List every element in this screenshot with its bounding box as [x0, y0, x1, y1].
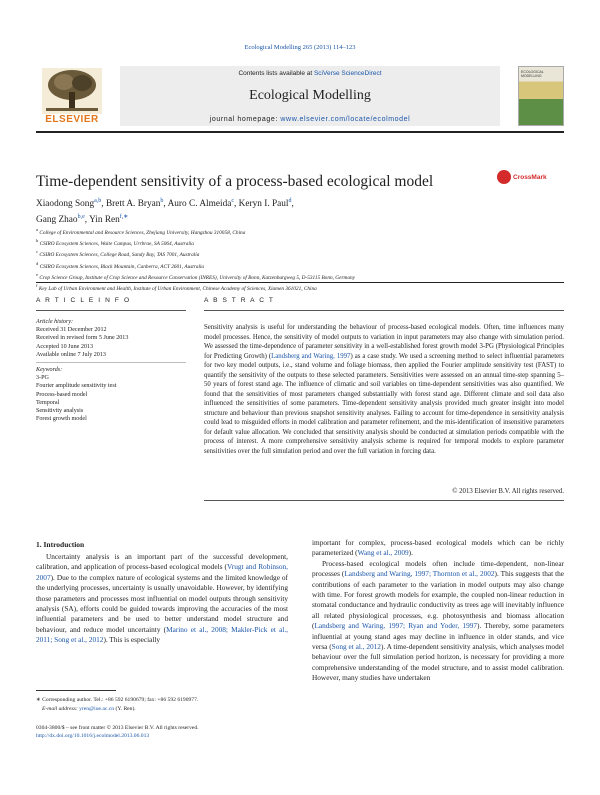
affiliation-text: Key Lab of Urban Environment and Health, Institute of Urban Environment, Chinese Academy of Sciences, Xiamen 361021, China	[38, 285, 317, 292]
history-item: Accepted 10 June 2013	[36, 343, 94, 350]
sciencedirect-link[interactable]: SciVerse ScienceDirect	[313, 70, 382, 77]
issn-line: 0304-3800/$ – see front matter © 2013 Elsevier B.V. All rights reserved.	[36, 725, 199, 731]
keyword: Forest growth model	[36, 416, 87, 423]
body-text: important for complex, process-based ecological models which can be richly parameterized (	[312, 538, 564, 558]
history-item: Received 31 December 2012	[36, 327, 107, 334]
journal-banner	[120, 66, 500, 126]
contents-prefix: Contents lists available at	[238, 70, 314, 77]
author-affil-marker[interactable]: b	[160, 198, 164, 204]
article-info-rule	[36, 310, 186, 311]
affiliation-marker: d	[36, 260, 39, 266]
doi-link[interactable]: http://dx.doi.org/10.1016/j.ecolmodel.2013.06.013	[36, 733, 150, 739]
crossmark-icon	[497, 170, 511, 184]
body-text: ). A time-dependent sensitivity analysis, which analyses model behaviour over the full simulation period horizon, is necessary for providing a more comprehensive understanding of the model structure, and to assist model calibration. However, many studies have undertaken	[312, 642, 564, 683]
citation-link[interactable]: Landsberg and Waring, 1997; Ryan and Yoder, 1997	[314, 621, 478, 631]
affiliation-marker: e	[36, 271, 38, 277]
keyword: Sensitivity analysis	[36, 408, 84, 415]
journal-header	[36, 66, 564, 128]
abstract-text: Sensitivity analysis is useful for understanding the behaviour of process-based ecological models. Often, time influences many model processes. Hence, the sensitivity of model outputs to variation in input parameters may also change with simulation period. We assessed the time-dependence of parameter sensitivity in a well-established forest growth model 3-PG (Physiological Principles for Predicting Growth) (	[204, 324, 564, 360]
abstract-end-rule	[204, 500, 564, 501]
body-text: ).	[408, 548, 413, 558]
affiliation-marker: b	[36, 238, 39, 244]
crossmark-label: CrossMark	[513, 174, 547, 181]
journal-reference[interactable]: Ecological Modelling 265 (2013) 114–123	[244, 44, 356, 51]
affiliation-text: CSIRO Ecosystem Sciences, College Road, Sandy Bay, TAS 7001, Australia	[39, 252, 200, 259]
article-info-heading: A R T I C L E I N F O	[36, 297, 131, 304]
citation-link[interactable]: Song et al., 2012	[331, 642, 381, 652]
article-history	[36, 318, 184, 359]
keywords	[36, 366, 184, 423]
author-affil-marker[interactable]: a,b	[94, 198, 102, 204]
section-heading: 1. Introduction	[36, 540, 85, 549]
author-affil-marker[interactable]: f,∗	[119, 214, 129, 221]
citation-link[interactable]: Landsberg and Waring, 1997	[271, 352, 351, 360]
homepage-link[interactable]: www.elsevier.com/locate/ecolmodel	[280, 116, 411, 123]
email-label: E-mail address:	[42, 706, 80, 712]
body-text: ). This is especially	[103, 635, 161, 645]
citation-link[interactable]: Wang et al., 2009	[357, 548, 409, 558]
author-name: Keryn I. Paul	[238, 199, 289, 210]
journal-title: Ecological Modelling	[249, 88, 371, 103]
keyword: Process-based model	[36, 391, 88, 398]
affiliation-text: CSIRO Ecosystem Sciences, Black Mountain, Canberra, ACT 2601, Australia	[39, 263, 205, 270]
keywords-label: Keywords:	[36, 367, 63, 373]
citation-link[interactable]: Landsberg and Waring, 1997; Thornton et al., 2002	[344, 569, 495, 579]
affiliation-marker: f	[36, 282, 38, 288]
intro-left-column	[36, 552, 288, 646]
keyword: 3-PG	[36, 375, 49, 382]
affiliation	[36, 260, 564, 271]
journal-cover-image	[518, 66, 564, 126]
footnote-rule	[36, 690, 116, 691]
keywords-rule	[36, 362, 186, 363]
abstract-body	[204, 323, 564, 456]
abstract-rule	[204, 310, 564, 311]
history-item: Received in revised form 5 June 2013	[36, 335, 129, 342]
cover-title: ECOLOGICAL MODELLING	[521, 70, 544, 78]
email-note	[36, 705, 136, 713]
body-text: ). This suggests that the contributions of each parameter to the variation in model outputs may also change with time. For forest growth models for example, the coupled non-linear reduction in stomatal conductance and hydraulic conductivity as trees age will inevitably influence all related physiological processes, e.g. photosynthesis and biomass allocation (	[312, 569, 564, 631]
corresponding-author-note: ∗ Corresponding author. Tel.: +86 592 6190679; fax: +86 592 6190977.	[36, 697, 199, 703]
body-text: ). Thereby, some parameters influential at young stand ages may decline in influence in older stands, and vice versa (	[312, 621, 564, 652]
article-title: Time-dependent sensitivity of a process-based ecological model	[36, 173, 434, 190]
affiliation-marker: a	[36, 227, 38, 232]
author-name: Gang Zhao	[36, 215, 78, 226]
author-affil-marker[interactable]: d	[288, 198, 292, 204]
affiliation-text: CSIRO Ecosystem Sciences, Waite Campus, Urrbrae, SA 5064, Australia	[39, 240, 194, 247]
header-divider	[36, 131, 564, 133]
author-name: Brett A. Bryan	[105, 199, 161, 210]
affiliation-marker: c	[36, 249, 38, 255]
author-name: Xiaodong Song	[36, 199, 95, 210]
author-name: Yin Ren	[89, 215, 120, 226]
abstract-heading: A B S T R A C T	[204, 297, 275, 304]
affiliation	[36, 248, 564, 259]
body-text: Uncertainty analysis is an important part of the successful development, calibration, and application of process-based ecological models (	[36, 552, 288, 572]
keyword: Temporal	[36, 399, 60, 406]
body-text: ). Due to the complex nature of ecological systems and the limited knowledge of the underlying processes, uncertainty is usually unavoidable. However, by identifying those parameters and processes most influential on model outputs through sensitivity analysis (SA), efforts could be guided towards improving the accuracies of the most influential parameters and be used to better understand model structure and behaviour, and reduce model uncertainty (	[36, 572, 288, 634]
paragraph	[312, 538, 564, 559]
intro-right-column	[312, 538, 564, 684]
affiliation	[36, 237, 564, 248]
elsevier-wordmark: ELSEVIER	[45, 114, 99, 125]
homepage-line	[120, 116, 500, 123]
keyword: Fourier amplitude sensitivity test	[36, 383, 117, 390]
body-text: Process-based ecological models often include time-dependent, non-linear processes (	[312, 558, 564, 579]
affiliation	[36, 271, 564, 282]
crossmark-badge[interactable]	[497, 167, 565, 189]
abstract-text: ) as a case study. We used a screening method to select influential parameters for two key model outputs, i.e., stand volume and foliage biomass, then applied the Fourier amplitude sensitivity test (FAST) to quantify the sensitivity of the outputs to these selected parameters. Sensitivities were assessed on an annual time-step spanning 5–50 years of forest stand age. The influence of climatic and soil variables on time-dependent sensitivities was also quantified. We found that the sensitivities of most parameters changed substantially with forest stand age. Different climate and soil data also influenced the sensitivities of some parameters. Time-dependent sensitivity analysis provided much greater insight into model structure and behaviour than previous snapshot sensitivity analyses. Failing to account for time-dependence in sensitivity analysis could lead to misguided efforts in model calibration and parameter refinement, and the mis-identification of insensitive parameters for default value allocation. We concluded that sensitivity analysis should be conducted at simulation periods compatible with the process of interest. A more comprehensive sensitivity analysis scheme is required for temporal models to explore parameter sensitivities over the full simulation period and over the full variation in forcing data.	[204, 352, 565, 455]
author-list: Xiaodong Song$^{a,b}$, Brett A. Bryan$^b$, Auro C. Almeida$^c$, Keryn I. Paul$^d$, Gang Zhao$^{b,e}$, Yin Ren$^{f,∗}$	[36, 198, 294, 226]
email-suffix: (Y. Ren).	[114, 706, 136, 712]
affiliation-divider	[36, 282, 564, 283]
affiliation-text: Crop Science Group, Institute of Crop Science and Resource Conservation (INRES), University of Bonn, Katzenburgweg 5, D-53115 Bonn, Germany	[39, 274, 355, 281]
elsevier-tree-icon	[42, 68, 102, 114]
affiliation	[36, 282, 564, 293]
citation-link[interactable]: Vrugt and Robinson, 2007	[36, 562, 288, 582]
history-item: Available online 7 July 2013	[36, 351, 106, 358]
affiliation-text: College of Environmental and Resource Sciences, Zhejiang University, Hangzhou 310058, China	[39, 229, 246, 236]
email-link[interactable]: yren@iue.ac.cn	[79, 706, 115, 712]
paragraph	[312, 559, 564, 684]
contents-line	[120, 70, 500, 77]
elsevier-logo	[36, 66, 108, 126]
abstract-copyright: © 2013 Elsevier B.V. All rights reserved.	[452, 488, 564, 495]
author-name: Auro C. Almeida	[167, 199, 232, 210]
history-label: Article history:	[36, 319, 74, 325]
affiliation	[36, 226, 564, 237]
author-affil-marker[interactable]: c	[231, 198, 235, 204]
homepage-prefix: journal homepage:	[209, 116, 281, 123]
author-affil-marker[interactable]: b,e	[77, 214, 85, 221]
citation-link[interactable]: Marino et al., 2008; Makler-Pick et al., 2011; Song et al., 2012	[36, 624, 288, 645]
